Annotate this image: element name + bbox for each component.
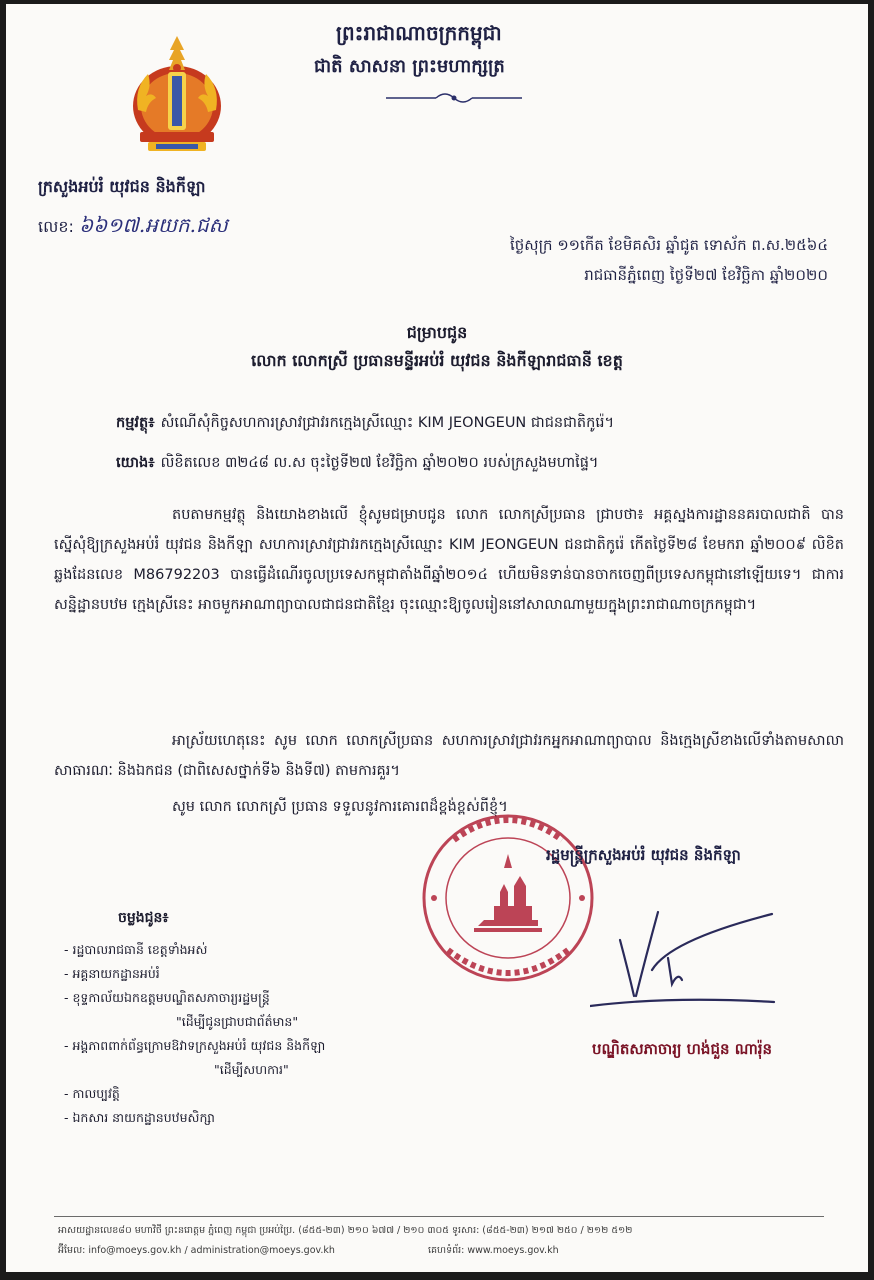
closing-paragraph: សូម លោក លោកស្រី ប្រធាន ទទួលនូវការគោរពដ៏ខ្ពង់ខ្ពស់ពីខ្ញុំ។ <box>172 799 508 815</box>
subject-line <box>116 414 846 435</box>
lunar-date: ថ្ងៃសុក្រ ១១កើត ខែមិគសិរ ឆ្នាំជូត ទោស័ក ព.ស.២៥៦៤ <box>510 236 828 254</box>
copies-list <box>64 938 484 1130</box>
subject-label: កម្មវត្ថុ៖ <box>116 415 155 431</box>
signatory-name: បណ្ឌិតសភាចារ្យ ហង់ជួន ណារ៉ុន <box>592 1040 773 1058</box>
body-paragraph-1: តបតាមកម្មវត្ថុ និងយោងខាងលើ ខ្ញុំសូមជម្រាបជូន លោក លោកស្រីប្រធាន ជ្រាបថា៖ អគ្គស្នងការដ្ឋាននគរបាលជាតិ បានស្នើសុំឱ្យក្រសួងអប់រំ យុវជន និងកីឡា សហការស្រាវជ្រាវរកក្មេងស្រីឈ្មោះ KIM JEONGEUN ជនជាតិកូរ៉េ កើតថ្ងៃទី២៨ ខែមករា ឆ្នាំ២០០៩ លិខិតឆ្លងដែនលេខ M86792203 បានធ្វើដំណើរចូលប្រទេសកម្ពុជាតាំងពីឆ្នាំ២០១៤ ហើយមិនទាន់បានចាកចេញពីប្រទេសកម្ពុជានៅឡើយទេ។ ជាការសន្និដ្ឋានបឋម ក្មេងស្រីនេះ អាចមួកអាណាព្យាបាលជាជនជាតិខ្មែរ ចុះឈ្មោះឱ្យចូលរៀននៅសាលាណាមួយក្នុងព្រះរាជាណាចក្រកម្ពុជា។ <box>54 507 844 613</box>
copies-item: - រដ្ឋបាលរាជធានី ខេត្តទាំងអស់ <box>64 942 208 957</box>
addressee-names: លោក លោកស្រី ប្រធានមន្ទីរអប់រំ យុវជន និងកីឡារាជធានី ខេត្ត <box>251 351 623 370</box>
ornament-divider-icon <box>384 90 524 106</box>
handwritten-signature <box>590 900 780 1010</box>
copies-item: - ឯកសារ នាយកដ្ឋានបឋមសិក្សា <box>64 1110 215 1125</box>
footer-divider <box>54 1216 824 1217</box>
reference-number-label: លេខ: <box>38 217 74 236</box>
footer-email: អ៊ីមែល: info@moeys.gov.kh / administration@moeys.gov.kh <box>58 1245 335 1256</box>
copies-item: - អគ្គនាយកដ្ឋានអប់រំ <box>64 966 160 981</box>
copies-item: - កាលប្បវត្តិ <box>64 1086 120 1101</box>
kingdom-title: ព្រះរាជាណាចក្រកម្ពុជា <box>336 21 502 45</box>
footer-address: អាសយដ្ឋានលេខ៨០ មហាវិថី ព្រះនរោត្តម ភ្នំពេញ កម្ពុជា ប្រអប់ប្រៃ. (៨៥៥-២៣) ២១០ ៦៧៧ / ២១០ ៣០៥ ទូរសារ: (៨៥៥-២៣) ២១៧ ២៥០ / ២១២ ៥១២ <box>58 1225 633 1236</box>
copies-label: ចម្លងជូន៖ <box>118 910 169 926</box>
copies-item: - ខុទ្ទកាល័យឯកឧត្តមបណ្ឌិតសភាចារ្យរដ្ឋមន្ត្រី <box>64 990 270 1005</box>
reference-label: យោង៖ <box>116 455 155 471</box>
footer-website: គេហទំព័រ: www.moeys.gov.kh <box>427 1245 559 1256</box>
signatory-title: រដ្ឋមន្ត្រីក្រសួងអប់រំ យុវជន និងកីឡា <box>546 846 741 864</box>
copies-item: - អង្គភាពពាក់ព័ន្ធក្រោមឱវាទក្រសួងអប់រំ យុវជន និងកីឡា <box>64 1038 326 1053</box>
body-paragraph-2: អាស្រ័យហេតុនេះ សូម លោក លោកស្រីប្រធាន សហការស្រាវជ្រាវរកអ្នកអាណាព្យាបាល និងក្មេងស្រីខាងលើទាំងតាមសាលាសាធារណៈ និងឯកជន (ជាពិសេសថ្នាក់ទី៦ និងទី៧) តាមការគួរ។ <box>54 733 844 779</box>
ministry-emblem-icon <box>126 30 228 158</box>
reference-number <box>38 212 228 242</box>
reference-number-value: ៦៦១៧.អយក.ជស <box>78 213 228 237</box>
reference-text: លិខិតលេខ ៣២៤៨ ល.ស ចុះថ្ងៃទី២៧ ខែវិច្ឆិកា ឆ្នាំ២០២០ របស់ក្រសួងមហាផ្ទៃ។ <box>160 455 599 471</box>
solar-date: រាជធានីភ្នំពេញ ថ្ងៃទី២៧ ខែវិច្ឆិកា ឆ្នាំ២០២០ <box>584 266 828 284</box>
footer-contacts <box>58 1244 649 1258</box>
subject-text: សំណើសុំកិច្ចសហការស្រាវជ្រាវរកក្មេងស្រីឈ្មោះ KIM JEONGEUN ជាជនជាតិកូរ៉េ។ <box>160 415 615 431</box>
national-motto: ជាតិ សាសនា ព្រះមហាក្សត្រ <box>314 56 505 77</box>
addressee-label: ជម្រាបជូន <box>406 323 468 342</box>
copies-item-note: "ដើម្បីសហការ" <box>214 1062 289 1077</box>
reference-line <box>116 454 846 475</box>
copies-item-note: "ដើម្បីជូនជ្រាបជាព័ត៌មាន" <box>176 1014 299 1029</box>
ministry-name: ក្រសួងអប់រំ យុវជន និងកីឡា <box>38 177 206 196</box>
letter-page <box>6 4 868 1272</box>
